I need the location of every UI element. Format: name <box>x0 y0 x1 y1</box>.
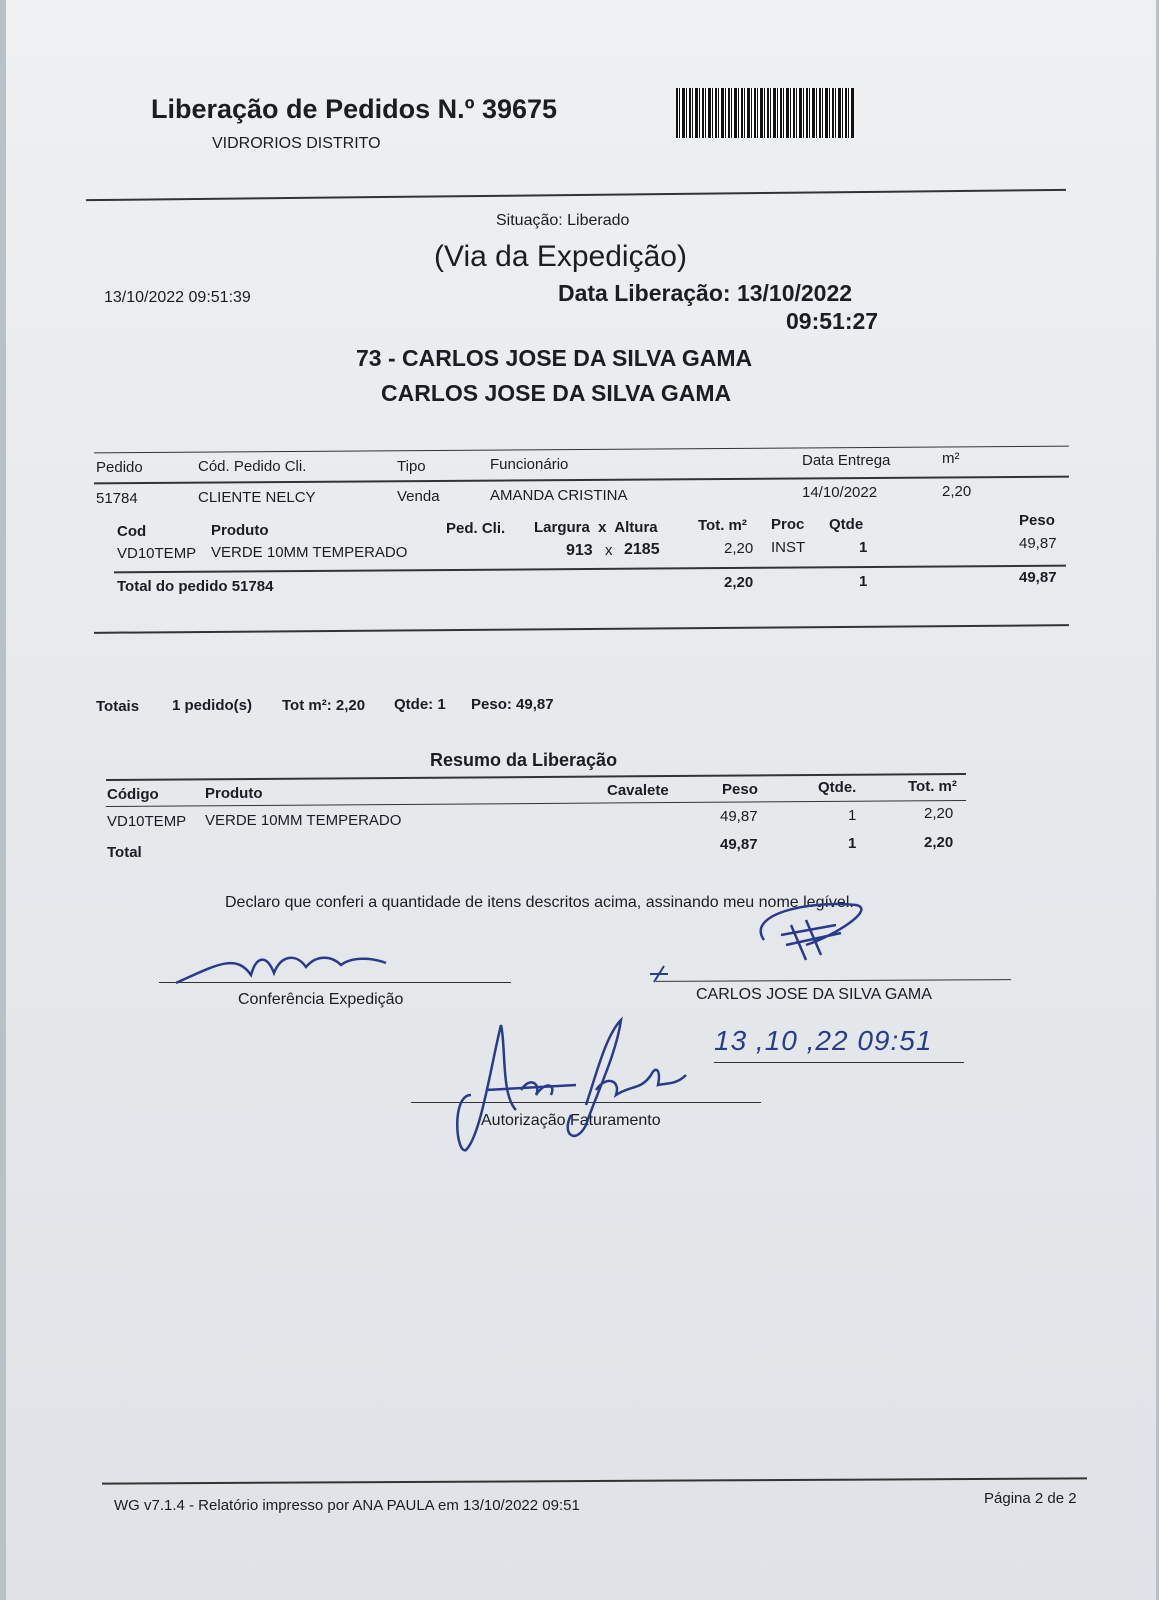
resumo-tot-m2-value: 2,20 <box>924 805 954 822</box>
pen-mark-icon <box>646 962 676 987</box>
resumo-qtde-value: 1 <box>848 807 857 824</box>
resumo-produto-value: VERDE 10MM TEMPERADO <box>205 812 402 829</box>
resumo-col-cavalete: Cavalete <box>607 782 669 799</box>
funcionario-value: AMANDA CRISTINA <box>490 487 628 504</box>
item-x-symbol: x <box>605 542 613 559</box>
page-number: Página 2 de 2 <box>984 1490 1077 1507</box>
item-qtde-value: 1 <box>859 539 868 556</box>
print-datetime: 13/10/2022 09:51:39 <box>104 289 251 306</box>
release-date: Data Liberação: 13/10/2022 <box>558 280 853 306</box>
order-total-label: Total do pedido 51784 <box>117 578 274 595</box>
totais-tot-m2: Tot m²: 2,20 <box>282 697 366 714</box>
item-largura-value: 913 <box>566 542 593 559</box>
cod-pedido-cli-value: CLIENTE NELCY <box>198 489 316 506</box>
resumo-total-qtde: 1 <box>848 835 857 852</box>
item-col-cod: Cod <box>117 523 147 540</box>
handwritten-date: 13 ,10 ,22 09:51 <box>714 1025 933 1056</box>
printed-by-text: WG v7.1.4 - Relatório impresso por ANA PAULA em 13/10/2022 09:51 <box>114 1497 580 1514</box>
item-altura-value: 2185 <box>624 541 660 558</box>
order-total-m2: 2,20 <box>724 574 754 591</box>
client-signature-name: CARLOS JOSE DA SILVA GAMA <box>696 986 932 1003</box>
totais-qtde: Qtde: 1 <box>394 696 446 713</box>
item-tot-m2-value: 2,20 <box>724 540 754 557</box>
resumo-col-qtde: Qtde. <box>818 779 857 796</box>
tipo-value: Venda <box>397 488 440 505</box>
item-produto-value: VERDE 10MM TEMPERADO <box>211 544 408 561</box>
conferencia-signature-icon <box>156 945 416 990</box>
status-text: Situação: Liberado <box>496 212 630 229</box>
col-pedido: Pedido <box>96 459 143 476</box>
table-top-rule <box>94 446 1069 454</box>
resumo-col-produto: Produto <box>205 785 263 802</box>
m2-value: 2,20 <box>942 483 972 500</box>
declaration-text: Declaro que conferi a quantidade de itens descritos acima, assinando meu nome legível. <box>225 894 854 911</box>
table-bottom-rule <box>94 624 1069 634</box>
barcode-icon <box>676 88 854 138</box>
pedido-value: 51784 <box>96 490 138 507</box>
resumo-peso-value: 49,87 <box>720 808 758 825</box>
item-col-proc: Proc <box>771 516 805 533</box>
totais-pedidos: 1 pedido(s) <box>172 697 253 714</box>
item-peso-value: 49,87 <box>1019 535 1057 552</box>
item-col-peso: Peso <box>1019 512 1055 529</box>
resumo-col-codigo: Código <box>107 786 159 803</box>
col-m2: m² <box>942 450 960 467</box>
resumo-total-m2: 2,20 <box>924 834 954 851</box>
company-name: VIDRORIOS DISTRITO <box>212 135 381 152</box>
totais-label: Totais <box>96 698 140 715</box>
col-tipo: Tipo <box>397 458 426 475</box>
resumo-total-peso: 49,87 <box>720 836 758 853</box>
client-signature-line <box>656 979 1011 982</box>
resumo-col-peso: Peso <box>722 781 758 798</box>
client-name: CARLOS JOSE DA SILVA GAMA <box>381 380 732 406</box>
copy-type: (Via da Expedição) <box>434 240 687 273</box>
item-proc-value: INST <box>771 539 806 556</box>
document-title: Liberação de Pedidos N.º 39675 <box>151 94 558 124</box>
item-col-qtde: Qtde <box>829 516 864 533</box>
document-page <box>6 0 1156 1600</box>
client-signature-icon <box>746 895 876 970</box>
release-time: 09:51:27 <box>786 308 879 334</box>
col-cod-pedido-cli: Cód. Pedido Cli. <box>198 458 307 475</box>
conferencia-label: Conferência Expedição <box>238 991 404 1008</box>
autorizacao-signature-icon <box>446 1015 696 1155</box>
autorizacao-label: Autorização Faturamento <box>481 1112 661 1129</box>
table-header-rule <box>94 476 1069 485</box>
resumo-col-tot-m2: Tot. m² <box>908 778 957 795</box>
col-data-entrega: Data Entrega <box>802 452 891 469</box>
item-col-largura-altura: Largura x Altura <box>534 519 658 536</box>
item-cod-value: VD10TEMP <box>117 545 197 562</box>
item-col-ped-cli: Ped. Cli. <box>446 520 506 537</box>
item-col-tot-m2: Tot. m² <box>698 517 747 534</box>
order-total-peso: 49,87 <box>1019 569 1057 586</box>
data-entrega-value: 14/10/2022 <box>802 484 878 501</box>
item-total-rule <box>114 565 1066 574</box>
resumo-codigo-value: VD10TEMP <box>107 813 187 830</box>
order-total-qtde: 1 <box>859 573 868 590</box>
date-line <box>714 1062 964 1063</box>
client-code-name: 73 - CARLOS JOSE DA SILVA GAMA <box>356 345 753 371</box>
resumo-title: Resumo da Liberação <box>430 750 618 770</box>
footer-rule <box>102 1477 1087 1484</box>
totais-peso: Peso: 49,87 <box>471 696 554 713</box>
resumo-total-label: Total <box>107 844 142 861</box>
col-funcionario: Funcionário <box>490 456 569 473</box>
header-rule <box>86 189 1066 201</box>
item-col-produto: Produto <box>211 522 269 539</box>
